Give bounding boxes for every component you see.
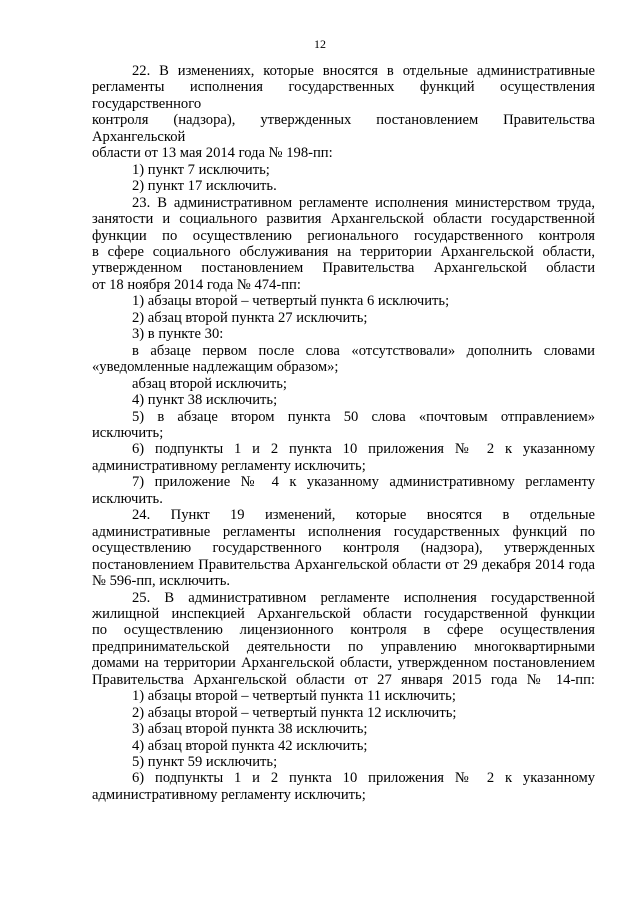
text-line: контроля (надзора), утвержденных постановлением Правительства Архангельской	[92, 112, 595, 145]
text-line: «уведомленные надлежащим образом»;	[92, 359, 339, 376]
text-line: Правительства Архангельской области от 27 января 2015 года № 14-пп:	[92, 671, 595, 688]
page-number: 12	[314, 37, 326, 51]
text-line: № 596-пп, исключить.	[92, 573, 231, 590]
text-line: административные регламенты исполнения государственных функций по	[92, 523, 595, 540]
text-line: 1) абзацы второй – четвертый пункта 6 исключить;	[132, 293, 450, 310]
text-line: 6) подпункты 1 и 2 пункта 10 приложения № 2 к указанному	[132, 770, 595, 787]
text-line: абзац второй исключить;	[132, 375, 287, 392]
text-line: 4) пункт 38 исключить;	[132, 392, 278, 409]
document-body	[92, 63, 595, 803]
text-line: 22. В изменениях, которые вносятся в отдельные административные	[132, 63, 595, 79]
text-line: 2) пункт 17 исключить.	[132, 178, 277, 195]
text-line: области от 13 мая 2014 года № 198-пп:	[92, 145, 333, 162]
text-line: предпринимательской деятельности по управлению многоквартирными	[92, 638, 595, 655]
text-line: утвержденном постановлением Правительства Архангельской области	[92, 260, 595, 277]
text-line: 3) абзац второй пункта 38 исключить;	[132, 721, 368, 738]
text-line: 6) подпункты 1 и 2 пункта 10 приложения № 2 к указанному	[132, 441, 595, 458]
text-line: 5) пункт 59 исключить;	[132, 754, 278, 771]
text-line: 2) абзацы второй – четвертый пункта 12 исключить;	[132, 704, 457, 721]
text-line: 1) абзацы второй – четвертый пункта 11 исключить;	[132, 688, 456, 705]
text-line: 2) абзац второй пункта 27 исключить;	[132, 309, 368, 326]
text-line: в сфере социального обслуживания на территории Архангельской области,	[92, 243, 595, 260]
text-line: функции по осуществлению регионального государственного контроля	[92, 227, 595, 244]
text-line: административному регламенту исключить;	[92, 786, 366, 803]
text-line: постановлением Правительства Архангельской области от 29 декабря 2014 года	[92, 556, 595, 573]
text-line: по осуществлению лицензионного контроля в сфере осуществления	[92, 622, 595, 639]
text-line: от 18 ноября 2014 года № 474-пп:	[92, 276, 301, 293]
text-line: 7) приложение № 4 к указанному административному регламенту	[132, 474, 595, 491]
text-line: административному регламенту исключить;	[92, 457, 366, 474]
text-line: 4) абзац второй пункта 42 исключить;	[132, 737, 368, 754]
text-line: 1) пункт 7 исключить;	[132, 161, 270, 178]
text-line: жилищной инспекцией Архангельской области государственной функции	[92, 605, 595, 622]
text-line: домами на территории Архангельской области, утвержденном постановлением	[92, 655, 595, 672]
text-line: регламенты исполнения государственных функций осуществления государственного	[92, 79, 595, 112]
text-line: осуществлению государственного контроля (надзора), утвержденных	[92, 540, 595, 557]
text-line: занятости и социального развития Архангельской области государственной	[92, 211, 595, 228]
text-line: 5) в абзаце втором пункта 50 слова «почтовым отправлением»	[132, 408, 595, 425]
text-line: исключить.	[92, 490, 163, 507]
text-line: 25. В административном регламенте исполнения государственной	[132, 589, 595, 606]
text-line: исключить;	[92, 424, 164, 441]
text-line: 3) в пункте 30:	[132, 326, 224, 343]
text-line: в абзаце первом после слова «отсутствовали» дополнить словами	[132, 342, 595, 359]
text-line: 24. Пункт 19 изменений, которые вносятся в отдельные	[132, 507, 595, 524]
text-line: 23. В административном регламенте исполнения министерством труда,	[132, 194, 595, 211]
